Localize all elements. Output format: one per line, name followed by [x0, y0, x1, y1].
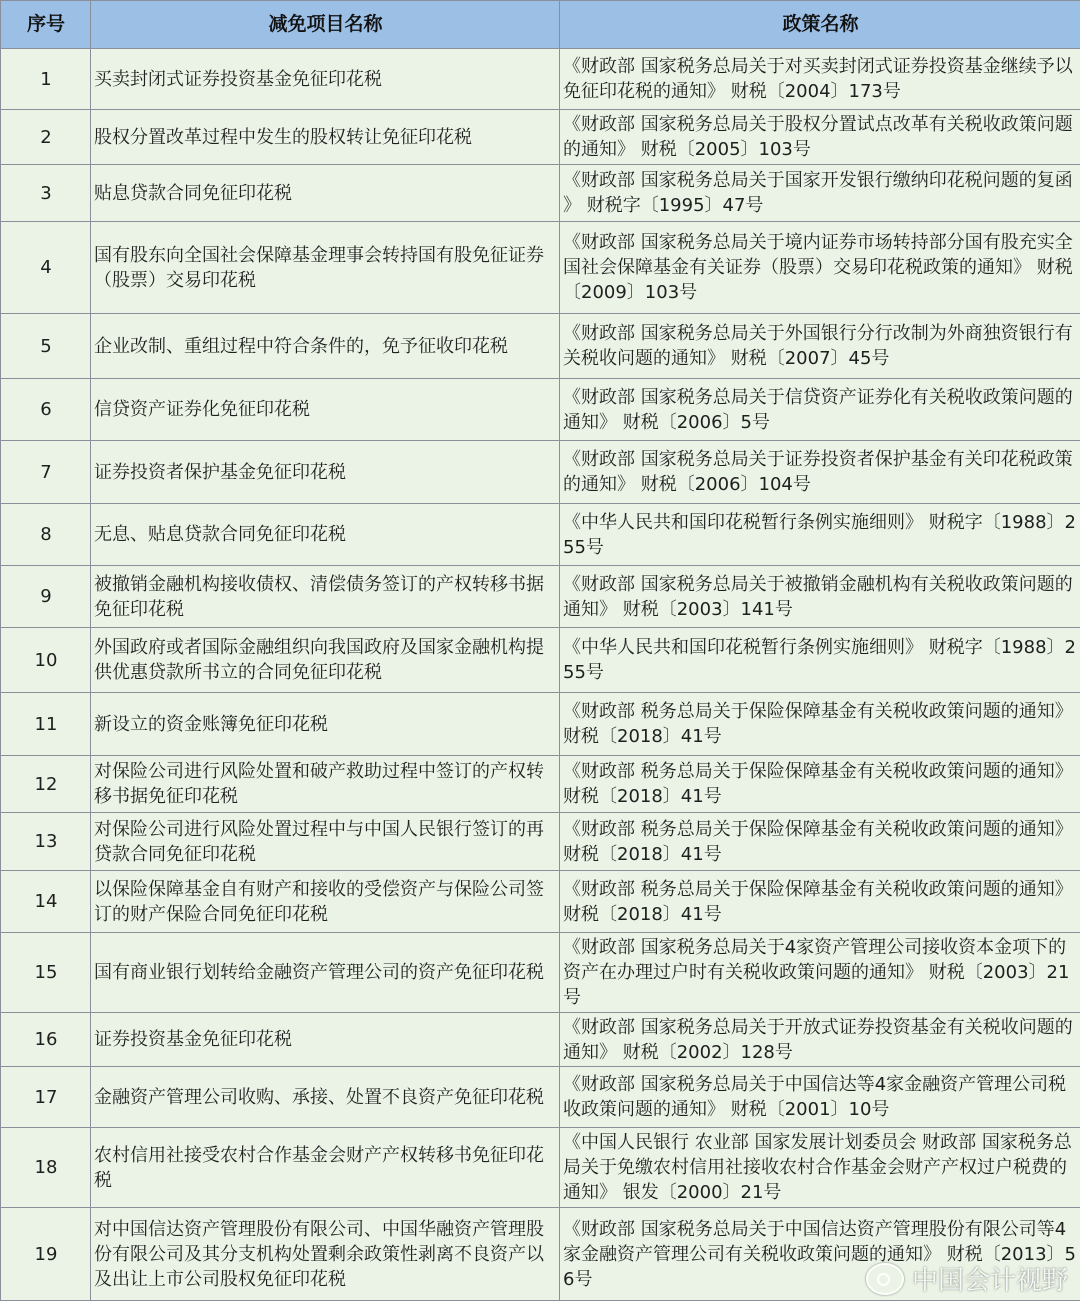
row-item: 对保险公司进行风险处置和破产救助过程中签订的产权转移书据免征印花税	[91, 756, 560, 813]
table-row	[1, 222, 1080, 314]
row-num: 7	[1, 441, 91, 504]
weibo-icon	[866, 1263, 904, 1295]
row-num: 5	[1, 314, 91, 379]
header-row	[1, 1, 1080, 49]
table-row	[1, 566, 1080, 628]
table-row	[1, 628, 1080, 693]
watermark-text: 中国会计视野	[911, 1266, 1068, 1296]
row-policy: 《财政部 国家税务总局关于中国信达等4家金融资产管理公司税收政策问题的通知》 财税〔2001〕10号	[560, 1067, 1080, 1128]
table-row	[1, 1013, 1080, 1067]
row-policy: 《财政部 国家税务总局关于证券投资者保护基金有关印花税政策的通知》 财税〔2006〕104号	[560, 441, 1080, 504]
row-policy: 《财政部 国家税务总局关于境内证券市场转持部分国有股充实全国社会保障基金有关证券（股票）交易印花税政策的通知》 财税〔2009〕103号	[560, 222, 1080, 314]
row-policy: 《财政部 国家税务总局关于国家开发银行缴纳印花税问题的复函 》 财税字〔1995〕47号	[560, 165, 1080, 222]
row-policy: 《财政部 税务总局关于保险保障基金有关税收政策问题的通知》 财税〔2018〕41号	[560, 693, 1080, 756]
row-policy: 《财政部 国家税务总局关于中国信达资产管理股份有限公司等4家金融资产管理公司有关税收政策问题的通知》 财税〔2013〕56号	[560, 1208, 1080, 1301]
table-row	[1, 693, 1080, 756]
row-item: 农村信用社接受农村合作基金会财产产权转移书免征印花税	[91, 1128, 560, 1208]
row-num: 19	[1, 1208, 91, 1301]
table-row	[1, 504, 1080, 566]
row-policy: 《中华人民共和国印花税暂行条例实施细则》 财税字〔1988〕255号	[560, 504, 1080, 566]
row-num: 1	[1, 49, 91, 110]
row-num: 10	[1, 628, 91, 693]
row-num: 16	[1, 1013, 91, 1067]
row-num: 12	[1, 756, 91, 813]
table-row	[1, 110, 1080, 165]
row-policy: 《财政部 国家税务总局关于外国银行分行改制为外商独资银行有关税收问题的通知》 财税〔2007〕45号	[560, 314, 1080, 379]
row-policy: 《财政部 税务总局关于保险保障基金有关税收政策问题的通知》 财税〔2018〕41号	[560, 756, 1080, 813]
row-policy: 《财政部 国家税务总局关于股权分置试点改革有关税收政策问题的通知》 财税〔2005〕103号	[560, 110, 1080, 165]
row-item: 新设立的资金账簿免征印花税	[91, 693, 560, 756]
row-item: 对中国信达资产管理股份有限公司、中国华融资产管理股份有限公司及其分支机构处置剩余政策性剥离不良资产以及出让上市公司股权免征印花税	[91, 1208, 560, 1301]
row-num: 14	[1, 871, 91, 933]
row-item: 企业改制、重组过程中符合条件的，免予征收印花税	[91, 314, 560, 379]
row-item: 贴息贷款合同免征印花税	[91, 165, 560, 222]
table-row	[1, 1128, 1080, 1208]
header-item: 减免项目名称	[91, 1, 560, 49]
row-item: 股权分置改革过程中发生的股权转让免征印花税	[91, 110, 560, 165]
row-num: 4	[1, 222, 91, 314]
table-row	[1, 1067, 1080, 1128]
row-item: 信贷资产证券化免征印花税	[91, 379, 560, 441]
row-policy: 《财政部 国家税务总局关于4家资产管理公司接收资本金项下的资产在办理过户时有关税收政策问题的通知》 财税〔2003〕21号	[560, 933, 1080, 1013]
table-row	[1, 933, 1080, 1013]
table-row	[1, 441, 1080, 504]
row-num: 18	[1, 1128, 91, 1208]
row-policy: 《财政部 国家税务总局关于被撤销金融机构有关税收政策问题的通知》 财税〔2003〕141号	[560, 566, 1080, 628]
row-num: 3	[1, 165, 91, 222]
row-item: 对保险公司进行风险处置过程中与中国人民银行签订的再贷款合同免征印花税	[91, 813, 560, 871]
header-num: 序号	[1, 1, 91, 49]
row-item: 证券投资者保护基金免征印花税	[91, 441, 560, 504]
row-num: 9	[1, 566, 91, 628]
row-num: 17	[1, 1067, 91, 1128]
row-item: 无息、贴息贷款合同免征印花税	[91, 504, 560, 566]
table-row	[1, 813, 1080, 871]
row-num: 8	[1, 504, 91, 566]
row-item: 国有商业银行划转给金融资产管理公司的资产免征印花税	[91, 933, 560, 1013]
watermark	[866, 1260, 1068, 1297]
row-num: 2	[1, 110, 91, 165]
row-item: 买卖封闭式证券投资基金免征印花税	[91, 49, 560, 110]
row-policy: 《财政部 国家税务总局关于信贷资产证券化有关税收政策问题的通知》 财税〔2006〕5号	[560, 379, 1080, 441]
row-item: 证券投资基金免征印花税	[91, 1013, 560, 1067]
row-num: 6	[1, 379, 91, 441]
row-policy: 《中华人民共和国印花税暂行条例实施细则》 财税字〔1988〕255号	[560, 628, 1080, 693]
row-item: 国有股东向全国社会保障基金理事会转持国有股免征证券（股票）交易印花税	[91, 222, 560, 314]
row-num: 11	[1, 693, 91, 756]
table-row	[1, 756, 1080, 813]
row-num: 15	[1, 933, 91, 1013]
row-item: 被撤销金融机构接收债权、清偿债务签订的产权转移书据免征印花税	[91, 566, 560, 628]
row-policy: 《财政部 税务总局关于保险保障基金有关税收政策问题的通知》 财税〔2018〕41号	[560, 813, 1080, 871]
table-row	[1, 871, 1080, 933]
row-policy: 《财政部 国家税务总局关于对买卖封闭式证券投资基金继续予以免征印花税的通知》 财税〔2004〕173号	[560, 49, 1080, 110]
header-policy: 政策名称	[560, 1, 1080, 49]
row-num: 13	[1, 813, 91, 871]
table-row	[1, 165, 1080, 222]
row-policy: 《中国人民银行 农业部 国家发展计划委员会 财政部 国家税务总局关于免缴农村信用社接收农村合作基金会财产产权过户税费的通知》 银发〔2000〕21号	[560, 1128, 1080, 1208]
row-policy: 《财政部 税务总局关于保险保障基金有关税收政策问题的通知》 财税〔2018〕41号	[560, 871, 1080, 933]
table-row	[1, 49, 1080, 110]
row-item: 以保险保障基金自有财产和接收的受偿资产与保险公司签订的财产保险合同免征印花税	[91, 871, 560, 933]
row-item: 外国政府或者国际金融组织向我国政府及国家金融机构提供优惠贷款所书立的合同免征印花税	[91, 628, 560, 693]
row-item: 金融资产管理公司收购、承接、处置不良资产免征印花税	[91, 1067, 560, 1128]
row-policy: 《财政部 国家税务总局关于开放式证券投资基金有关税收问题的通知》 财税〔2002〕128号	[560, 1013, 1080, 1067]
table-row	[1, 314, 1080, 379]
table-row	[1, 379, 1080, 441]
